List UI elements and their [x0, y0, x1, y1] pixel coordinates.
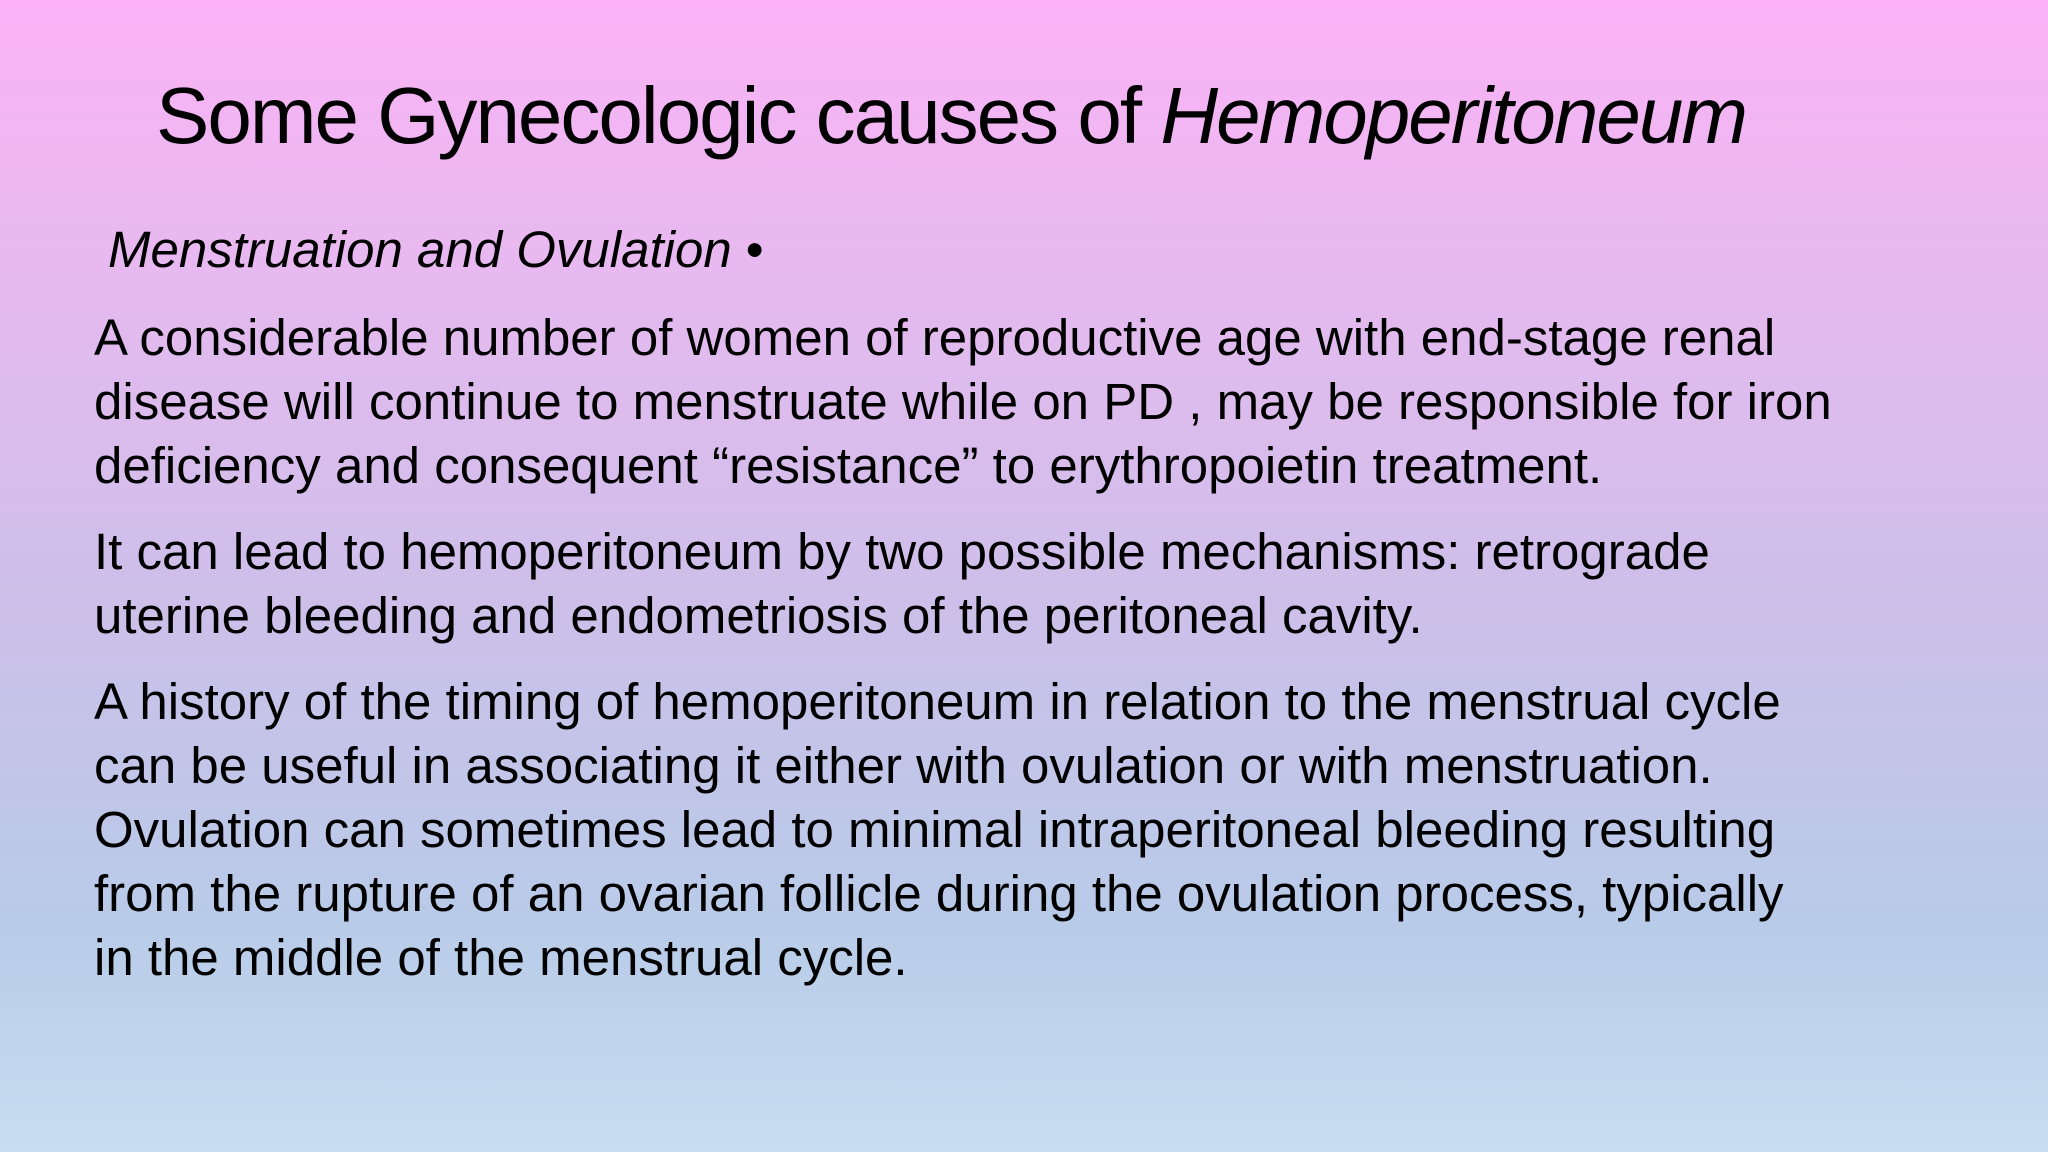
paragraph-line: deficiency and consequent “resistance” to erythropoietin treatment. [94, 437, 1603, 494]
subheading-text: Menstruation and Ovulation [108, 221, 732, 278]
paragraph-menstruation [94, 306, 2014, 498]
paragraph-timing [94, 670, 2014, 990]
paragraph-line: uterine bleeding and endometriosis of the peritoneal cavity. [94, 587, 1423, 644]
paragraph-line: A considerable number of women of reproductive age with end-stage renal [94, 309, 1776, 366]
slide-subheading [108, 218, 764, 282]
paragraph-mechanisms [94, 520, 2014, 648]
paragraph-line: A history of the timing of hemoperitoneum in relation to the menstrual cycle [94, 673, 1781, 730]
paragraph-line: Ovulation can sometimes lead to minimal intraperitoneal bleeding resulting [94, 801, 1776, 858]
paragraph-line: from the rupture of an ovarian follicle during the ovulation process, typically [94, 865, 1784, 922]
paragraph-line: in the middle of the menstrual cycle. [94, 929, 908, 986]
paragraph-line: It can lead to hemoperitoneum by two possible mechanisms: retrograde [94, 523, 1710, 580]
slide-title [156, 66, 2006, 166]
bullet-icon: • [745, 221, 764, 278]
slide-title-plain: Some Gynecologic causes of [156, 71, 1161, 160]
slide-title-italic: Hemoperitoneum [1160, 71, 1746, 160]
paragraph-line: can be useful in associating it either with ovulation or with menstruation. [94, 737, 1713, 794]
paragraph-line: disease will continue to menstruate while on PD , may be responsible for iron [94, 373, 1832, 430]
